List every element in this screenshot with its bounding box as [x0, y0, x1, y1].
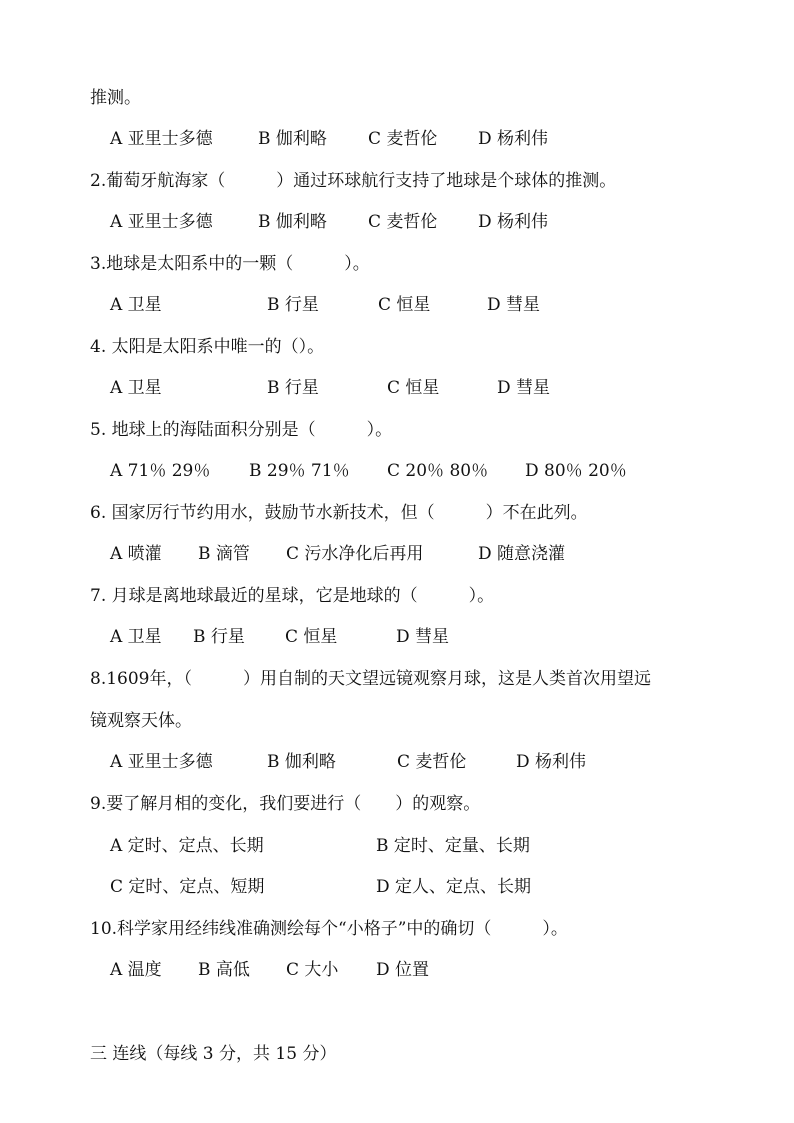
question-1-continuation: 推测。	[90, 88, 141, 108]
option-d: D 杨利伟	[478, 129, 549, 149]
option-b: B 滴管	[198, 544, 250, 564]
question-9: 9.要了解月相的变化，我们要进行（ ）的观察。	[90, 794, 481, 814]
option-d: D 80％ 20％	[525, 461, 627, 481]
option-b: B 行星	[267, 378, 319, 398]
option-a: A 亚里士多德	[110, 212, 213, 232]
option-b: B 定时、定量、长期	[376, 836, 530, 856]
option-a: A 卫星	[110, 627, 162, 647]
option-c: C 麦哲伦	[368, 129, 438, 149]
option-b: B 伽利略	[258, 129, 327, 149]
question-2: 2.葡萄牙航海家（ ）通过环球航行支持了地球是个球体的推测。	[90, 171, 617, 191]
option-d: D 彗星	[396, 627, 450, 647]
option-a: A 卫星	[110, 378, 162, 398]
section-3-heading: 三 连线（每线 3 分，共 15 分）	[90, 1044, 337, 1064]
question-8: 8.1609年，（ ）用自制的天文望远镜观察月球，这是人类首次用望远	[90, 669, 651, 689]
option-d: D 定人、定点、长期	[376, 877, 532, 897]
option-b: B 行星	[193, 627, 245, 647]
option-a: A 亚里士多德	[110, 752, 213, 772]
option-c: C 麦哲伦	[368, 212, 438, 232]
question-8-continuation: 镜观察天体。	[90, 711, 192, 731]
option-b: B 行星	[267, 295, 319, 315]
option-b: B 高低	[198, 960, 250, 980]
question-5: 5. 地球上的海陆面积分别是（ ）。	[90, 420, 393, 440]
question-10: 10.科学家用经纬线准确测绘每个“小格子”中的确切（ ）。	[90, 919, 568, 939]
option-c: C 污水净化后再用	[286, 544, 424, 564]
option-d: D 杨利伟	[516, 752, 587, 772]
option-c: C 麦哲伦	[397, 752, 467, 772]
question-6: 6. 国家厉行节约用水，鼓励节水新技术，但（ ）不在此列。	[90, 503, 588, 523]
option-a: A 卫星	[110, 295, 162, 315]
option-c: C 大小	[286, 960, 339, 980]
option-b: B 伽利略	[258, 212, 327, 232]
option-d: D 彗星	[497, 378, 551, 398]
option-a: A 71％ 29％	[110, 461, 211, 481]
question-4: 4. 太阳是太阳系中唯一的（）。	[90, 337, 325, 357]
option-c: C 恒星	[378, 295, 431, 315]
option-d: D 位置	[376, 960, 430, 980]
option-c: C 定时、定点、短期	[110, 877, 265, 897]
option-c: C 20％ 80％	[387, 461, 489, 481]
question-7: 7. 月球是离地球最近的星球，它是地球的（ ）。	[90, 586, 495, 606]
option-a: A 定时、定点、长期	[110, 836, 264, 856]
option-a: A 温度	[110, 960, 162, 980]
option-b: B 29％ 71％	[249, 461, 350, 481]
option-a: A 亚里士多德	[110, 129, 213, 149]
option-d: D 彗星	[487, 295, 541, 315]
option-c: C 恒星	[387, 378, 440, 398]
option-d: D 杨利伟	[478, 212, 549, 232]
option-b: B 伽利略	[267, 752, 336, 772]
option-d: D 随意浇灌	[478, 544, 566, 564]
question-3: 3.地球是太阳系中的一颗（ ）。	[90, 254, 370, 274]
option-a: A 喷灌	[110, 544, 162, 564]
option-c: C 恒星	[285, 627, 338, 647]
